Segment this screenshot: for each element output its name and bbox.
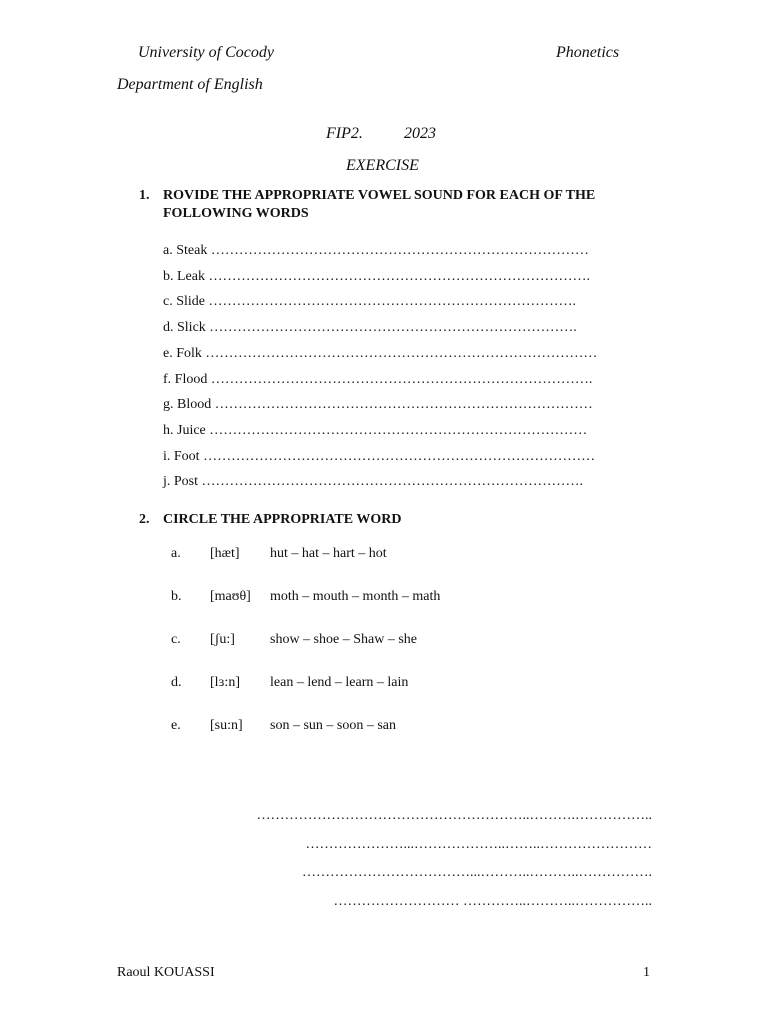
answer-blank[interactable]: ……………………………………………………………………….: [201, 474, 584, 490]
answer-blank[interactable]: ……………………………………………………………………….: [210, 371, 593, 387]
answer-blank[interactable]: ………………………………………………………………………: [214, 397, 593, 413]
list-item: [163, 243, 589, 259]
answer-blank[interactable]: …………………………………………………………………….: [209, 320, 577, 336]
list-item: [163, 423, 587, 439]
word-label: c. Slide: [163, 294, 205, 310]
word-label: d. Slick: [163, 320, 206, 336]
answer-blank[interactable]: …………………………………………………………………….: [208, 294, 576, 310]
ipa-transcription: [su:n]: [210, 718, 243, 733]
word-label: i. Foot: [163, 448, 200, 464]
dotted-line[interactable]: ……………………… …………..………..……………..: [333, 893, 652, 909]
answer-blank[interactable]: …………………………………………………………………………: [205, 345, 598, 361]
item-letter: d.: [171, 675, 182, 690]
ipa-transcription: [lɜ:n]: [210, 675, 240, 690]
word-label: h. Juice: [163, 422, 206, 438]
list-item: [163, 320, 577, 336]
word-label: f. Flood: [163, 371, 208, 387]
ipa-transcription: [ʃu:]: [210, 632, 235, 647]
list-item: [163, 269, 590, 285]
word-label: e. Folk: [163, 345, 202, 361]
footer-author: Raoul KOUASSI: [117, 965, 215, 980]
word-options[interactable]: son – sun – soon – san: [270, 718, 397, 733]
word-options[interactable]: moth – mouth – month – math: [270, 589, 441, 604]
answer-blank[interactable]: ………………………………………………………………………: [210, 243, 589, 258]
list-item: [163, 372, 592, 388]
university-name: University of Cocody: [138, 44, 274, 61]
section2-title: CIRCLE THE APPROPRIATE WORD: [163, 512, 402, 527]
course-year: 2023: [404, 125, 436, 142]
item-letter: c.: [171, 632, 181, 647]
section2-number: 2.: [139, 512, 150, 527]
section1-title-line2: FOLLOWING WORDS: [163, 206, 309, 221]
item-letter: a.: [171, 546, 181, 561]
section1-number: 1.: [139, 188, 150, 203]
dotted-line[interactable]: …………………………………………………..……….……………..: [256, 808, 652, 823]
list-item: [163, 449, 595, 465]
answer-blank[interactable]: ………………………………………………………………………: [209, 422, 588, 438]
word-options[interactable]: lean – lend – learn – lain: [270, 675, 409, 690]
item-letter: b.: [171, 589, 182, 604]
word-label: b. Leak: [163, 268, 205, 284]
item-letter: e.: [171, 718, 181, 733]
section1-title-line1: ROVIDE THE APPROPRIATE VOWEL SOUND FOR EACH OF THE: [163, 188, 596, 203]
word-label: a. Steak: [163, 243, 208, 258]
exercise-title: EXERCISE: [346, 157, 419, 174]
list-item: [163, 397, 593, 413]
dotted-line[interactable]: ………………………………...………..………..…………….: [302, 865, 652, 880]
word-label: j. Post: [163, 474, 199, 490]
word-options[interactable]: hut – hat – hart – hot: [270, 546, 387, 561]
department-name: Department of English: [117, 76, 263, 93]
list-item: [163, 294, 576, 310]
ipa-transcription: [maʊθ]: [210, 589, 251, 604]
list-item: [163, 346, 597, 362]
word-label: g. Blood: [163, 397, 212, 413]
page-number: 1: [643, 965, 650, 980]
subject-name: Phonetics: [556, 44, 620, 61]
answer-blank[interactable]: ……………………………………………………………………….: [208, 268, 590, 284]
list-item: [163, 474, 583, 490]
course-code: FIP2.: [326, 125, 363, 142]
dotted-line[interactable]: …………………...………………..……..……………………: [305, 836, 652, 852]
ipa-transcription: [hæt]: [210, 546, 240, 561]
word-options[interactable]: show – shoe – Shaw – she: [270, 632, 417, 647]
answer-blank[interactable]: …………………………………………………………………………: [203, 448, 596, 464]
